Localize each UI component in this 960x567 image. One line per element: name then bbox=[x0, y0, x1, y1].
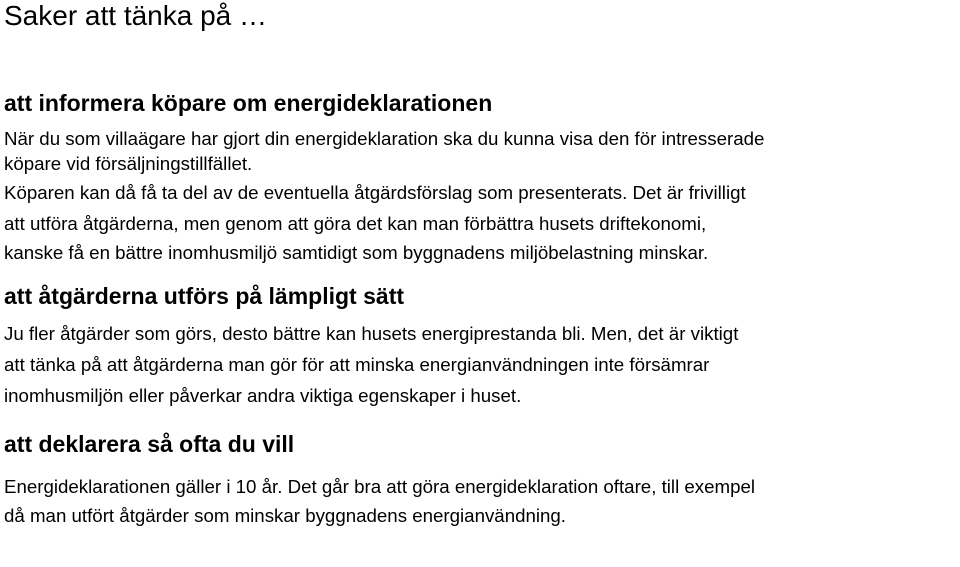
paragraph-line: Köparen kan då få ta del av de eventuella åtgärdsförslag som presenterats. Det är frivilligt bbox=[4, 182, 746, 203]
document-page bbox=[4, 0, 956, 531]
section-heading-deklarera: att deklarera så ofta du vill bbox=[4, 431, 295, 457]
section-paragraph-informera bbox=[4, 124, 956, 268]
paragraph-line: Energideklarationen gäller i 10 år. Det går bra att göra energideklaration oftare, till exempel bbox=[4, 476, 756, 497]
paragraph-line: köpare vid försäljningstillfället. bbox=[4, 153, 253, 174]
section-heading-atgarderna: att åtgärderna utförs på lämpligt sätt bbox=[4, 283, 405, 309]
paragraph-line: kanske få en bättre inomhusmiljö samtidigt som byggnadens miljöbelastning minskar. bbox=[4, 242, 709, 263]
paragraph-line: Ju fler åtgärder som görs, desto bättre kan husets energiprestanda bli. Men, det är viktigt bbox=[4, 323, 739, 344]
page-title: Saker att tänka på … bbox=[4, 0, 268, 31]
paragraph-line: När du som villaägare har gjort din energideklaration ska du kunna visa den för intresserade bbox=[4, 128, 765, 149]
paragraph-line: att tänka på att åtgärderna man gör för att minska energianvändningen inte försämrar bbox=[4, 354, 710, 375]
paragraph-line: då man utfört åtgärder som minskar byggnadens energianvändning. bbox=[4, 505, 567, 526]
paragraph-line: inomhusmiljön eller påverkar andra viktiga egenskaper i huset. bbox=[4, 385, 522, 406]
section-paragraph-deklarera bbox=[4, 472, 956, 531]
section-heading-informera: att informera köpare om energideklarationen bbox=[4, 90, 493, 116]
section-paragraph-atgarderna bbox=[4, 319, 956, 411]
paragraph-line: att utföra åtgärderna, men genom att göra det kan man förbättra husets driftekonomi, bbox=[4, 213, 707, 234]
